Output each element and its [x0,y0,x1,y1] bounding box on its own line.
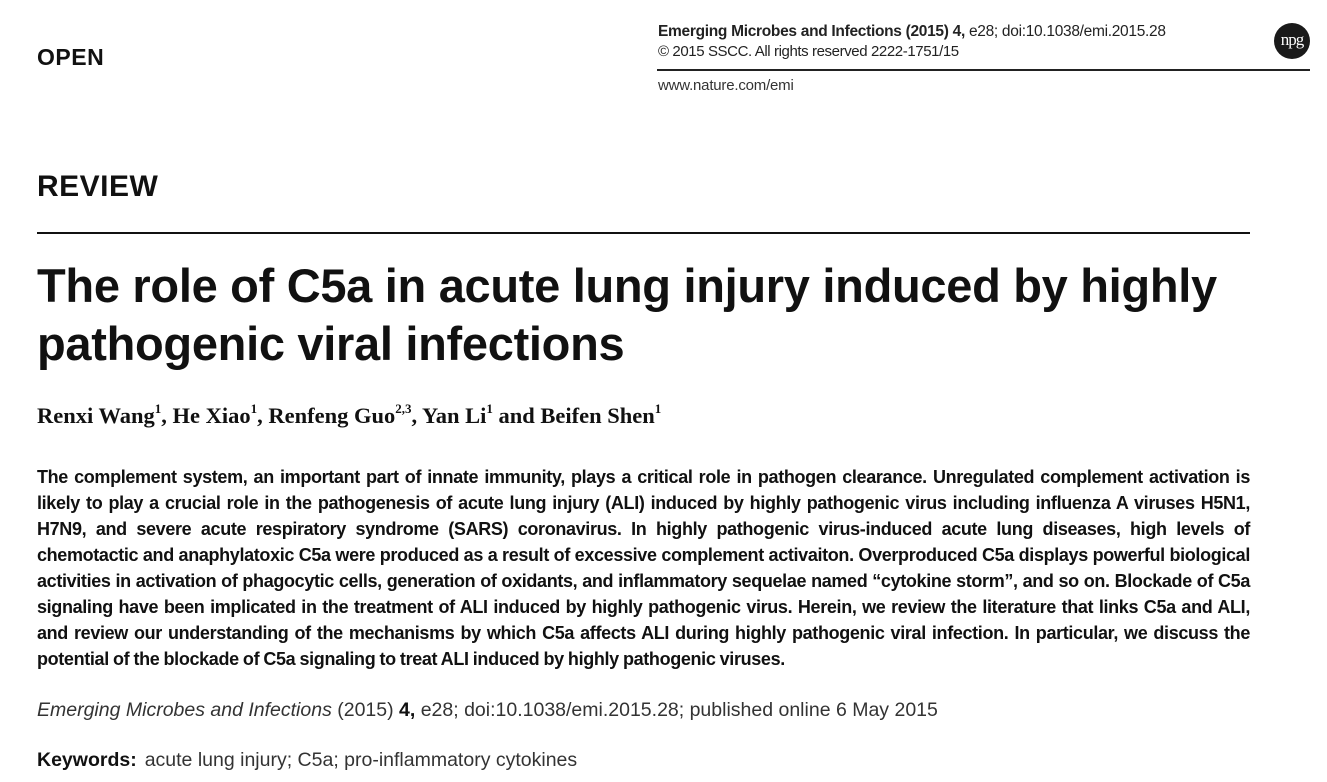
author-list [37,403,661,429]
author-name: Renxi Wang [37,403,155,428]
author-affiliation: 1 [154,401,162,416]
author-separator: , [161,403,173,428]
author-name: He Xiao [172,403,251,428]
author-separator: , [257,403,269,428]
author-name: Beifen Shen [540,403,655,428]
keywords-line [37,749,577,772]
author-separator: , [411,403,422,428]
citation-details: e28; doi:10.1038/emi.2015.28; published online 6 May 2015 [415,699,938,721]
author-name: Renfeng Guo [268,403,396,428]
journal-citation-line [658,22,1310,42]
journal-url-link[interactable]: www.nature.com/emi [658,77,794,94]
author-affiliation: 1 [486,401,493,416]
author-name: Yan Li [421,403,487,428]
author-affiliation: 2,3 [395,401,412,416]
journal-header [658,22,1310,62]
citation-year: (2015) [331,699,400,721]
citation-volume: 4, [399,699,416,721]
author-affiliation: 1 [654,401,662,416]
citation-line [37,699,938,722]
article-title: The role of C5a in acute lung injury induced by highly pathogenic viral infections [37,259,1217,370]
keywords-label: Keywords: [37,749,137,771]
journal-name: Emerging Microbes and Infections (2015) 4, [658,23,965,40]
keywords-value: acute lung injury; C5a; pro-inflammatory cytokines [144,749,578,771]
copyright-line: © 2015 SSCC. All rights reserved 2222-1751/15 [658,43,959,60]
author-affiliation: 1 [250,401,258,416]
title-divider [37,232,1250,234]
author-separator: and [492,403,541,428]
journal-doi: e28; doi:10.1038/emi.2015.28 [964,23,1166,40]
citation-journal: Emerging Microbes and Infections [37,699,332,721]
open-access-label: OPEN [37,44,105,70]
article-type-label: REVIEW [37,170,159,203]
npg-logo-icon: npg [1274,23,1310,59]
abstract-text: The complement system, an important part of innate immunity, plays a critical role in pathogen clearance. Unregulated complement activation is likely to play a crucial role in the pathogenesis of acute lung injury (ALI) induced by highly pathogenic virus including influenza A viruses H5N1, H7N9, and severe acute respiratory syndrome (SARS) coronavirus. In highly pathogenic virus-induced acute lung diseases, high levels of chemotactic and anaphylatoxic C5a were produced as a result of excessive complement activaiton. Overproduced C5a displays powerful biological activities in activation of phagocytic cells, generation of oxidants, and inflammatory sequelae named “cytokine storm”, and so on. Blockade of C5a signaling have been implicated in the treatment of ALI induced by highly pathogenic virus. Herein, we review the literature that links C5a and ALI, and review our understanding of the mechanisms by which C5a affects ALI during highly pathogenic viral infection. In particular, we discuss the potential of the blockade of C5a signaling to treat ALI induced by highly pathogenic viruses. [37,467,1250,669]
header-divider [657,69,1310,71]
